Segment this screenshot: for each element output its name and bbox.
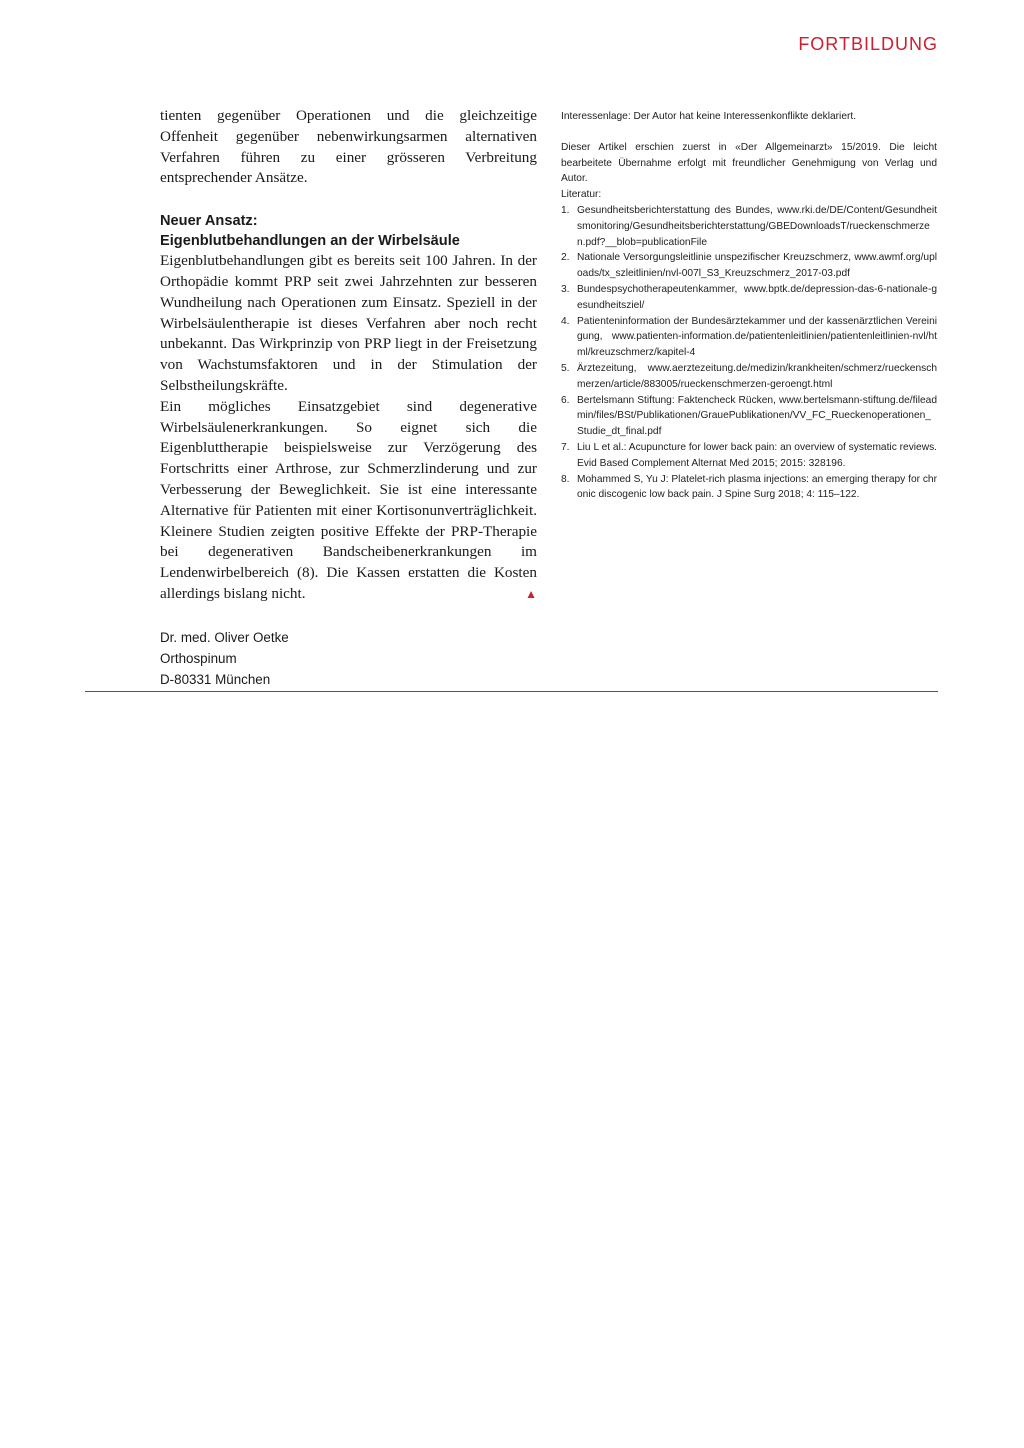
- reference-number: 2.: [561, 252, 570, 264]
- reference-item: [561, 361, 937, 393]
- reference-text: Bertelsmann Stiftung: Faktencheck Rücken, www.bertelsmann-stiftung.de/fileadmin/files/BSt/Publikationen/GrauePublikationen/VV_FC_Rueckenoperationen_Studie_dt_final.pdf: [577, 394, 937, 438]
- author-block: [160, 627, 537, 690]
- reference-list: [561, 203, 937, 503]
- author-city: D-80331 München: [160, 671, 271, 687]
- reference-item: [561, 472, 937, 504]
- reference-text: Nationale Versorgungsleitlinie unspezifischer Kreuzschmerz, www.awmf.org/uploads/tx_szleitlinien/nvl-007l_S3_Kreuzschmerz_2017-03.pdf: [577, 252, 937, 280]
- reference-number: 8.: [561, 473, 570, 485]
- article-body: [160, 106, 537, 690]
- reference-text: Patienteninformation der Bundesärztekammer und der kassenärztlichen Vereinigung, www.patienten-information.de/patientenleitlinien/patientenleitlinien-nvl/html/kreuzschmerz/kapitel-4: [577, 315, 937, 359]
- reference-text: Gesundheitsberichterstattung des Bundes, www.rki.de/DE/Content/Gesundheitsmonitoring/Gesundheitsberichterstattung/GBEDownloadsT/rueckenschmerzen.pdf?__blob=publicationFile: [577, 204, 937, 248]
- reference-number: 5.: [561, 362, 570, 374]
- end-of-article-triangle-icon: ▲: [525, 586, 537, 601]
- paragraph-application: [160, 397, 537, 605]
- section-heading-line-2: Eigenblutbehandlungen an der Wirbelsäule: [160, 233, 460, 250]
- literature-label: Literatur:: [561, 189, 602, 201]
- reference-text: Bundespsychotherapeutenkammer, www.bptk.de/depression-das-6-nationale-gesundheitsziel/: [577, 283, 937, 311]
- reference-number: 1.: [561, 204, 570, 216]
- reference-number: 7.: [561, 441, 570, 453]
- reference-item: [561, 440, 937, 472]
- reference-text: Ärztezeitung, www.aerztezeitung.de/medizin/krankheiten/schmerz/rueckenschmerzen/article/883005/rueckenschmerzen-geroengt.html: [577, 362, 937, 390]
- conflict-of-interest-note: Interessenlage: Der Autor hat keine Interessenkonflikte deklariert.: [561, 111, 857, 122]
- section-heading-line-1: Neuer Ansatz:: [160, 213, 258, 230]
- section-heading: [160, 211, 537, 251]
- reference-number: 3.: [561, 283, 570, 295]
- reference-item: [561, 393, 937, 440]
- reference-item: [561, 250, 937, 282]
- reference-item: [561, 314, 937, 361]
- reference-number: 6.: [561, 394, 570, 406]
- sidebar-notes: [561, 109, 937, 503]
- author-name: Dr. med. Oliver Oetke: [160, 629, 289, 645]
- paragraph-intro: Eigenblutbehandlungen gibt es bereits seit 100 Jahren. In der Orthopädie kommt PRP seit zwei Jahrzehnten zur besseren Wundheilung nach Operationen zum Einsatz. Speziell in der Wirbelsäulentherapie ist dieses Verfahren aber noch recht unbekannt. Das Wirkprinzip von PRP liegt in der Freisetzung von Wachstumsfaktoren und in der Stimulation der Selbstheilungskräfte.: [160, 252, 537, 394]
- author-institution: Orthospinum: [160, 650, 237, 666]
- reference-item: [561, 203, 937, 250]
- reference-text: Liu L et al.: Acupuncture for lower back pain: an overview of systematic reviews. Evid Based Complement Alternat Med 2015; 2015: 328196.: [577, 441, 937, 469]
- first-publication-note: Dieser Artikel erschien zuerst in «Der Allgemeinarzt» 15/2019. Die leicht bearbeitete Übernahme erfolgt mit freundlicher Genehmigung von Verlag und Autor.: [561, 141, 937, 185]
- reference-number: 4.: [561, 315, 570, 327]
- reference-item: [561, 282, 937, 314]
- section-label: FORTBILDUNG: [798, 34, 938, 54]
- paragraph-application-text: Ein mögliches Einsatzgebiet sind degenerative Wirbelsäulenerkrankungen. So eignet sich die Eigenbluttherapie beispielsweise zur Verzögerung des Fortschritts einer Arthrose, zur Schmerzlinderung und zur Verbesserung der Beweglichkeit. Sie ist eine interessante Alternative für Patienten mit einer Kortisonunverträglichkeit. Kleinere Studien zeigten positive Effekte der PRP-Therapie bei degenerativen Bandscheibenerkrankungen im Lendenwirbelbereich (8). Die Kassen erstatten die Kosten allerdings bislang nicht.: [160, 397, 537, 602]
- page-divider: [85, 691, 938, 692]
- reference-text: Mohammed S, Yu J: Platelet-rich plasma injections: an emerging therapy for chronic discogenic low back pain. J Spine Surg 2018; 4: 115–122.: [577, 473, 937, 501]
- paragraph-continued: tienten gegenüber Operationen und die gleichzeitige Offenheit gegenüber nebenwirkungsarmen alternativen Verfahren führen zu einer grösseren Verbreitung entsprechender Ansätze.: [160, 107, 537, 187]
